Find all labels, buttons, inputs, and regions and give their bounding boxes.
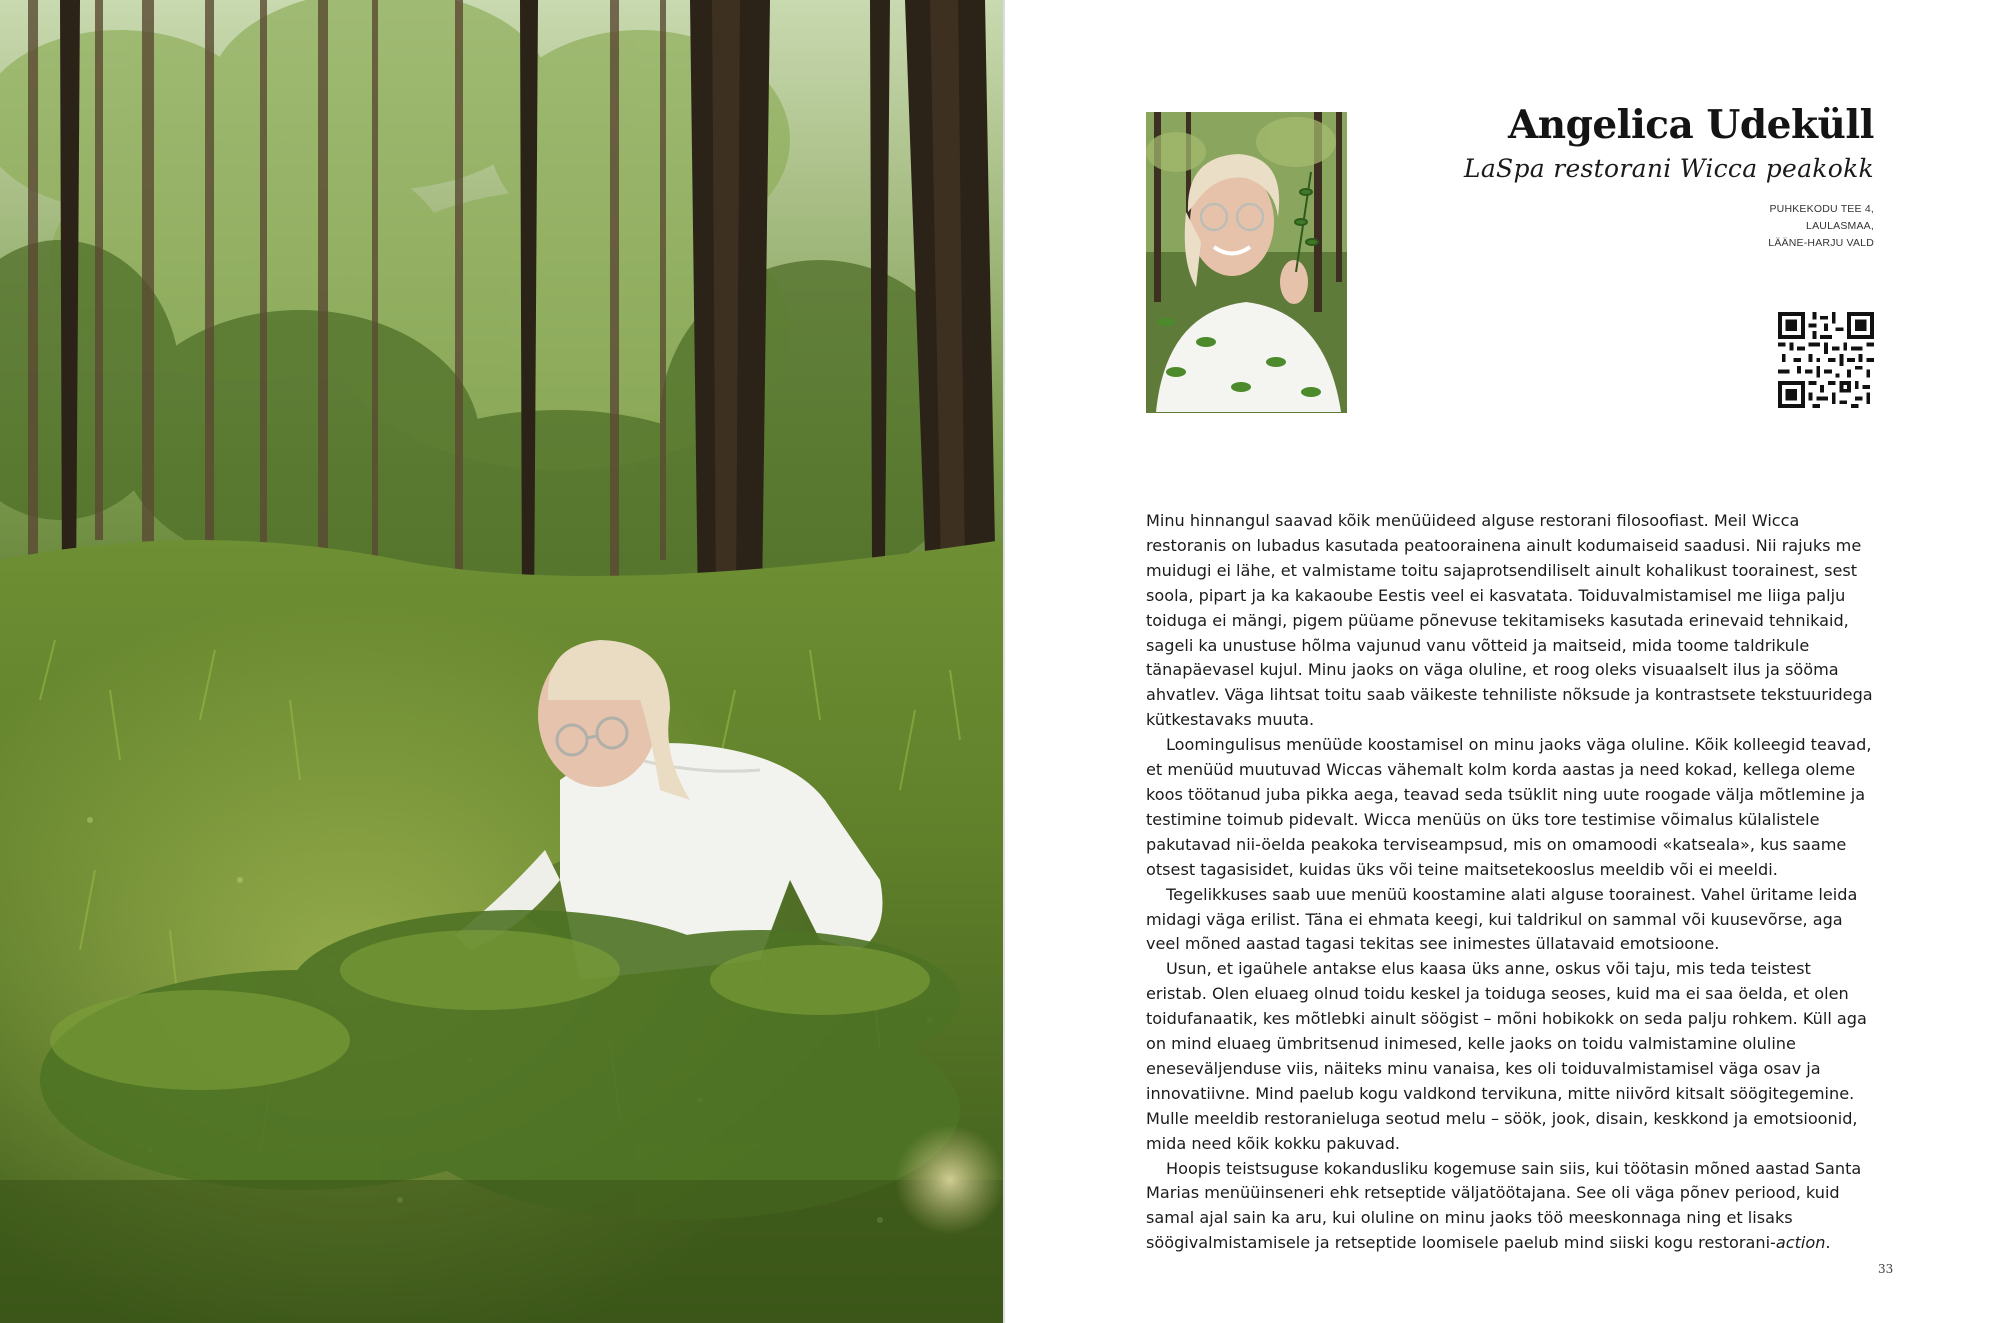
page-number: 33 [1878,1262,1894,1276]
article-paragraph: Tegelikkuses saab uue menüü koostamine alati alguse toorainest. Vahel üritame leida midagi väga erilist. Täna ei ehmata keegi, kui taldrikul on sammal või kuusevõrse, aga veel mõned aastad tagasi tekitas see inimestes üllatavaid emotsioone. [1146,884,1858,954]
chef-portrait [1146,112,1347,413]
article-paragraph: Usun, et igaühele antakse elus kaasa üks anne, oskus või taju, mis teda teistest eristab. Olen eluaeg olnud toidu keskel ja toiduga seoses, kuid ma ei saa öelda, et olen toidufanaatik, kes mõtlebki ainult söögist – mõni hobikokk on seda palju rohkem. Küll aga on mind eluaeg ümbritsenud inimesed, kelle jaoks on toidu valmistamine oluline eneseväljenduse viis, näiteks minu vanaisa, kes oli toiduvalmistamisel väga osav ja innovatiivne. Mind paelub kogu valdkond tervikuna, mitte niivõrd kitsalt söögitegemine. Mulle meeldib restoranieluga seotud melu – söök, jook, disain, keskkond ja emotsioonid, mida need kõik kokku pakuvad. [1146,959,1867,1153]
chef-role: LaSpa restorani Wicca peakokk [1463,154,1874,183]
qr-code-icon[interactable] [1778,312,1874,408]
text-page [1005,0,2000,1323]
last-paragraph-end: . [1825,1233,1831,1253]
address-line: LAULASMAA, [1806,220,1874,232]
article-paragraph: Minu hinnangul saavad kõik menüüideed alguse restorani filosoofiast. Meil Wicca restoranis on lubadus kasutada peatoorainena ainult kodumaiseid saadusi. Nii rajuks me muidugi ei lähe, et valmistame toitu sajaprotsendiliselt ainult kohalikust toorainest, sest soola, pipart ja ka kakaoube Eestis veel ei kasvatata. Toiduvalmistamisel me liiga palju toiduga ei mängi, pigem püüame põnevuse tekitamiseks kasutada erinevaid tehnikaid, sageli ka unustuse hõlma vajunud vanu võtteid ja maitseid, mida toome taldrikule tänapäevasel kujul. Minu jaoks on väga oluline, et roog oleks visuaalselt ilus ja sööma ahvatlev. Väga lihtsat toitu saab väikeste tehniliste nõksude ja kontrastsete tekstuuridega kütkestavaks muuta. [1146,511,1873,730]
last-paragraph-text: Hoopis teistsuguse kokandusliku kogemuse sain siis, kui töötasin mõned aastad Santa Marias menüüinseneri ehk retseptide väljatöötajana. See oli väga põnev periood, kuid samal ajal sain ka aru, kui oluline on minu jaoks töö meeskonnaga ning et lisaks söögivalmistamisele ja retseptide loomisele paelub mind siiski kogu restorani- [1146,1158,1862,1253]
article-body [1146,509,1876,1256]
article-paragraph: Loomingulisus menüüde koostamisel on minu jaoks väga oluline. Kõik kolleegid teavad, et menüüd muutuvad Wiccas vähemalt kolm korda aastas ja need kokad, kellega oleme koos töötanud juba pikka aega, teavad seda tsüklit ning uute roogade välja mõtlemine ja testimine toimub pidevalt. Wicca menüüs on üks tore testimise võimalus külalistele pakutavad nii-öelda peakoka terviseampsud, mis on omamoodi «katseala», kus saame otsest tagasisidet, kuidas üks või teine maitsetekooslus meeldib või ei meeldi. [1146,735,1872,879]
italic-word: action [1775,1233,1826,1253]
article-paragraph-last [1146,1157,1876,1257]
address-line: PUHKEKODU TEE 4, [1769,203,1874,215]
chef-name: Angelica Udeküll [1507,102,1874,148]
restaurant-address [1768,201,1874,252]
address-line: LÄÄNE-HARJU VALD [1768,237,1874,249]
